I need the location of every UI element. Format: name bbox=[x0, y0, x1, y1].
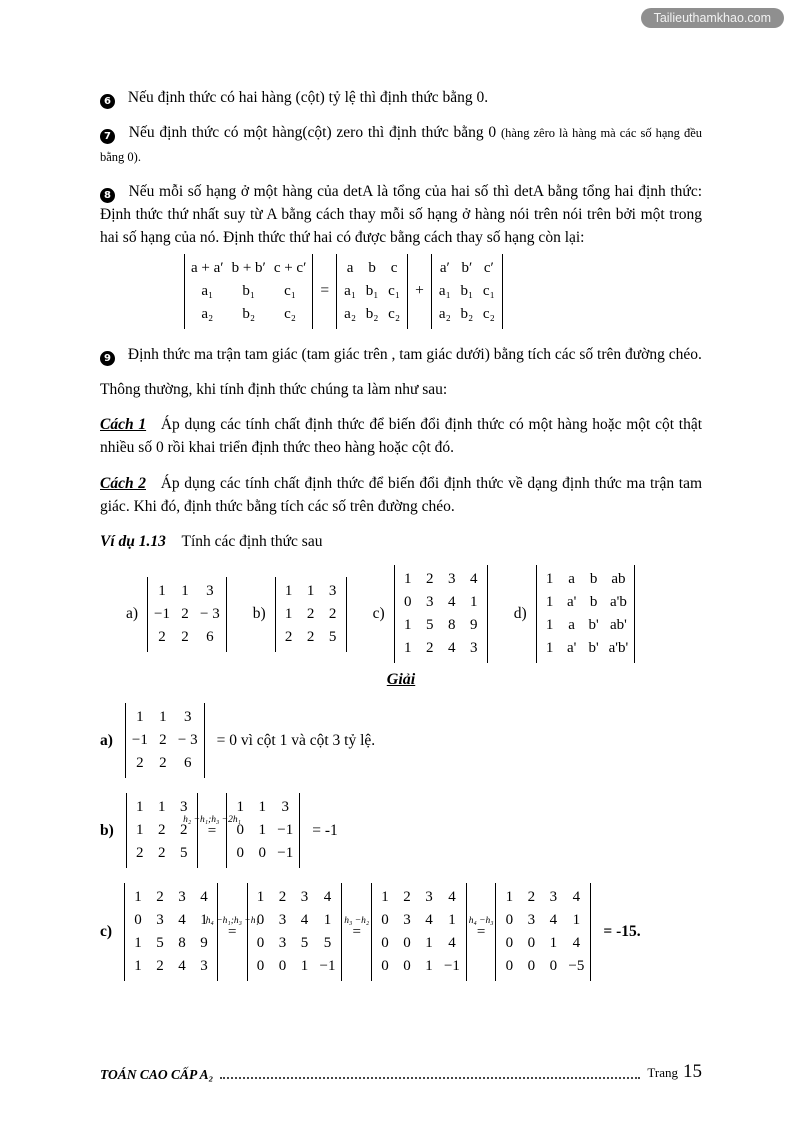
det-cell: b bbox=[368, 259, 376, 276]
det-cell: 2 bbox=[425, 640, 434, 657]
det-cell: 1 bbox=[545, 617, 554, 634]
determinant-sum-mid bbox=[336, 254, 408, 329]
example-matrices-row bbox=[126, 565, 702, 663]
det-cell: 2 bbox=[425, 571, 434, 588]
det-cell: 1 bbox=[256, 889, 265, 906]
det-cell: a' bbox=[566, 640, 577, 657]
det-cell: 3 bbox=[184, 709, 192, 726]
determinant-example-b bbox=[275, 577, 347, 652]
det-cell: 1 bbox=[381, 889, 389, 906]
determinant-example-d bbox=[536, 565, 636, 663]
row-transform-c3 bbox=[468, 916, 494, 941]
equals-sign: = bbox=[228, 924, 237, 941]
example-b-tag: b) bbox=[252, 605, 266, 623]
det-cell: 1 bbox=[448, 912, 456, 929]
method-2-label: Cách 2 bbox=[100, 474, 147, 492]
page-footer bbox=[100, 1061, 702, 1083]
det-cell: b₁ bbox=[460, 282, 474, 299]
det-cell: 3 bbox=[328, 582, 337, 599]
det-cell: − 3 bbox=[177, 732, 198, 749]
circled-9-icon: 9 bbox=[100, 351, 115, 366]
det-cell: ab' bbox=[609, 617, 627, 634]
det-cell: c′ bbox=[483, 259, 494, 276]
det-cell: 2 bbox=[158, 845, 166, 862]
example-label: Ví dụ 1.13 bbox=[100, 533, 166, 550]
det-cell: 4 bbox=[448, 935, 456, 952]
det-cell: 5 bbox=[180, 845, 188, 862]
det-cell: 1 bbox=[136, 799, 144, 816]
example-heading bbox=[100, 530, 702, 553]
det-cell: 6 bbox=[206, 628, 214, 645]
det-cell: 2 bbox=[306, 605, 315, 622]
determinant-solution-b1 bbox=[126, 793, 198, 868]
det-cell: 2 bbox=[156, 889, 164, 906]
determinant-grid bbox=[247, 883, 343, 981]
det-cell: 0 bbox=[134, 912, 142, 929]
det-cell: 0 bbox=[505, 912, 514, 929]
row-transform-c1-label: h₄ −h₁;h₃ −h₁ bbox=[205, 916, 259, 927]
det-cell: 5 bbox=[156, 935, 164, 952]
det-cell: 1 bbox=[136, 822, 144, 839]
det-cell: 2 bbox=[181, 605, 189, 622]
det-cell: 4 bbox=[425, 912, 433, 929]
det-cell: 5 bbox=[328, 628, 337, 645]
example-a-tag: a) bbox=[126, 605, 139, 623]
determinant-grid bbox=[371, 883, 467, 981]
determinant-solution-c3 bbox=[371, 883, 467, 981]
solution-c-tag: c) bbox=[100, 923, 113, 941]
determinant-grid bbox=[147, 577, 227, 652]
example-item-a bbox=[126, 577, 227, 652]
property-7-text: Nếu định thức có một hàng(cột) zero thì định thức bằng 0 bbox=[128, 124, 497, 142]
example-c-tag: c) bbox=[372, 605, 385, 623]
property-7 bbox=[100, 121, 702, 168]
determinant-grid bbox=[431, 254, 503, 329]
det-cell: 4 bbox=[300, 912, 309, 929]
det-cell: b₂ bbox=[460, 305, 474, 322]
det-cell: −1 bbox=[154, 605, 171, 622]
property-6-text: Nếu định thức có hai hàng (cột) tỷ lệ thì định thức bằng 0. bbox=[127, 89, 489, 106]
det-cell: a bbox=[568, 571, 575, 588]
det-cell: 1 bbox=[300, 958, 309, 975]
det-cell: 6 bbox=[184, 755, 192, 772]
det-cell: 4 bbox=[549, 912, 558, 929]
row-transform-c1 bbox=[205, 916, 259, 941]
det-cell: 1 bbox=[545, 640, 554, 657]
det-cell: 3 bbox=[469, 640, 478, 657]
det-cell: c₁ bbox=[284, 282, 297, 299]
det-cell: 1 bbox=[572, 912, 581, 929]
example-heading-text: Tính các định thức sau bbox=[181, 533, 323, 550]
det-cell: c bbox=[390, 259, 398, 276]
determinant-solution-c1 bbox=[124, 883, 218, 981]
det-cell: 2 bbox=[156, 958, 164, 975]
method-1-text: Áp dụng các tính chất định thức để biến đổi định thức có một hàng hoặc một cột thật nhiều số 0 rồi khai triển định thức theo hàng hoặc cột đó. bbox=[100, 416, 703, 457]
property-7-note: (hàng zêro là hàng mà các số hạng đều bằng 0). bbox=[100, 126, 703, 164]
det-cell: b₂ bbox=[242, 305, 256, 322]
example-item-c bbox=[373, 565, 488, 663]
intro-paragraph bbox=[100, 378, 702, 401]
example-item-d bbox=[514, 565, 636, 663]
determinant-grid bbox=[124, 883, 218, 981]
det-cell: 2 bbox=[136, 845, 144, 862]
det-cell: b' bbox=[588, 617, 599, 634]
property-6 bbox=[100, 86, 702, 109]
det-cell: c₂ bbox=[482, 305, 495, 322]
det-cell: 0 bbox=[278, 958, 287, 975]
det-cell: b + b′ bbox=[231, 259, 266, 276]
solution-c-row bbox=[100, 883, 702, 981]
det-cell: 5 bbox=[425, 617, 434, 634]
det-cell: 2 bbox=[181, 628, 189, 645]
det-cell: 0 bbox=[403, 935, 411, 952]
solution-a-result: = 0 vì cột 1 và cột 3 tỷ lệ. bbox=[216, 731, 376, 749]
det-cell: a′ bbox=[439, 259, 450, 276]
det-cell: 1 bbox=[323, 912, 332, 929]
det-cell: 0 bbox=[549, 958, 558, 975]
det-cell: 0 bbox=[236, 822, 245, 839]
sum-equation bbox=[184, 254, 702, 329]
det-cell: −1 bbox=[131, 732, 148, 749]
det-cell: 1 bbox=[306, 582, 315, 599]
det-cell: 1 bbox=[505, 889, 514, 906]
det-cell: 1 bbox=[469, 594, 478, 611]
det-cell: 3 bbox=[206, 582, 214, 599]
footer-course-title: TOÁN CAO CẤP A₂ bbox=[100, 1067, 214, 1082]
det-cell: a₂ bbox=[438, 305, 451, 322]
circled-8-icon: 8 bbox=[100, 188, 115, 203]
det-cell: 2 bbox=[284, 628, 293, 645]
det-cell: 0 bbox=[256, 958, 265, 975]
det-cell: c₂ bbox=[284, 305, 297, 322]
example-item-b bbox=[253, 577, 347, 652]
det-cell: b₁ bbox=[242, 282, 256, 299]
det-cell: c₁ bbox=[388, 282, 401, 299]
det-cell: 0 bbox=[505, 958, 514, 975]
det-cell: a₁ bbox=[438, 282, 451, 299]
det-cell: ab bbox=[611, 571, 626, 588]
det-cell: − 3 bbox=[200, 605, 220, 622]
det-cell: a₂ bbox=[344, 305, 357, 322]
det-cell: 9 bbox=[469, 617, 478, 634]
determinant-solution-a bbox=[125, 703, 205, 778]
det-cell: 8 bbox=[178, 935, 186, 952]
solution-b-result: = -1 bbox=[312, 821, 338, 839]
method-2 bbox=[100, 472, 702, 519]
method-1 bbox=[100, 413, 702, 460]
determinant-sum-right bbox=[431, 254, 503, 329]
det-cell: 0 bbox=[258, 845, 267, 862]
det-cell: 2 bbox=[158, 628, 166, 645]
footer-page-label: Trang bbox=[647, 1065, 678, 1080]
det-cell: 2 bbox=[159, 732, 167, 749]
det-cell: b′ bbox=[461, 259, 473, 276]
det-cell: 5 bbox=[323, 935, 332, 952]
det-cell: 0 bbox=[256, 912, 265, 929]
det-cell: 3 bbox=[425, 889, 433, 906]
det-cell: b₂ bbox=[365, 305, 379, 322]
det-cell: a'b bbox=[609, 594, 627, 611]
determinant-solution-c4 bbox=[495, 883, 591, 981]
det-cell: 2 bbox=[278, 889, 287, 906]
det-cell: 1 bbox=[158, 582, 166, 599]
det-cell: c₂ bbox=[388, 305, 401, 322]
determinant-grid bbox=[226, 793, 300, 868]
watermark-badge: Tailieuthamkhao.com bbox=[641, 8, 784, 28]
det-cell: 1 bbox=[403, 640, 412, 657]
det-cell: a' bbox=[566, 594, 577, 611]
determinant-example-c bbox=[394, 565, 488, 663]
property-8-text: Nếu mỗi số hạng ở một hàng của detA là tổng của hai số thì detA bằng tổng hai định thức: Định thức thứ nhất suy từ A bằng cách thay mỗi số hạng ở hàng nói trên nói trên bởi một trong hai số hạng của nó. Định thức thứ hai có được bằng cách thay số hạng còn lại: bbox=[100, 182, 703, 247]
solution-b-tag: b) bbox=[100, 821, 114, 839]
determinant-grid bbox=[394, 565, 488, 663]
det-cell: 1 bbox=[236, 799, 245, 816]
det-cell: a bbox=[568, 617, 575, 634]
det-cell: 1 bbox=[200, 912, 208, 929]
det-cell: 1 bbox=[403, 617, 412, 634]
det-cell: 2 bbox=[403, 889, 411, 906]
row-transform-c3-label: h₄ −h₃ bbox=[468, 916, 494, 927]
det-cell: 3 bbox=[300, 889, 309, 906]
det-cell: 1 bbox=[181, 582, 189, 599]
equals-sign: = bbox=[352, 924, 361, 941]
det-cell: 0 bbox=[403, 958, 411, 975]
det-cell: 9 bbox=[200, 935, 208, 952]
det-cell: 0 bbox=[527, 935, 536, 952]
det-cell: 1 bbox=[258, 799, 267, 816]
det-cell: b' bbox=[588, 640, 599, 657]
determinant-solution-c2 bbox=[247, 883, 343, 981]
property-8 bbox=[100, 180, 702, 250]
equals-sign: = bbox=[476, 924, 486, 941]
det-cell: 4 bbox=[572, 889, 581, 906]
det-cell: 4 bbox=[448, 889, 456, 906]
det-cell: 1 bbox=[158, 799, 166, 816]
det-cell: 1 bbox=[134, 889, 142, 906]
det-cell: a₁ bbox=[201, 282, 214, 299]
det-cell: 3 bbox=[527, 912, 536, 929]
determinant-grid bbox=[536, 565, 636, 663]
det-cell: 0 bbox=[505, 935, 514, 952]
solution-b-row bbox=[100, 793, 702, 868]
det-cell: a₂ bbox=[201, 305, 214, 322]
det-cell: 0 bbox=[381, 912, 389, 929]
footer-page-number: 15 bbox=[683, 1061, 702, 1082]
det-cell: 4 bbox=[469, 571, 478, 588]
method-2-text: Áp dụng các tính chất định thức để biến đổi định thức về dạng định thức ma trận tam giác. Khi đó, định thức bằng tích các số trên đường chéo. bbox=[100, 474, 703, 515]
det-cell: 1 bbox=[284, 605, 293, 622]
row-transform-b-label: h₂ −h₁;h₃ −2h₁ bbox=[183, 814, 241, 825]
solution-title: Giải bbox=[386, 671, 416, 689]
det-cell: 2 bbox=[136, 755, 144, 772]
det-cell: a₁ bbox=[344, 282, 357, 299]
det-cell: 4 bbox=[178, 912, 186, 929]
det-cell: 1 bbox=[545, 571, 554, 588]
det-cell: 5 bbox=[300, 935, 309, 952]
solution-a-row bbox=[100, 703, 702, 778]
det-cell: 1 bbox=[549, 935, 558, 952]
det-cell: 1 bbox=[425, 958, 433, 975]
det-cell: 3 bbox=[447, 571, 456, 588]
det-cell: 3 bbox=[180, 799, 188, 816]
determinant-grid bbox=[184, 254, 313, 329]
footer-dotted-leader bbox=[220, 1077, 640, 1079]
det-cell: a bbox=[346, 259, 354, 276]
det-cell: 3 bbox=[425, 594, 434, 611]
det-cell: 4 bbox=[447, 640, 456, 657]
det-cell: 0 bbox=[236, 845, 245, 862]
det-cell: 0 bbox=[381, 935, 389, 952]
det-cell: 1 bbox=[159, 709, 167, 726]
det-cell: −5 bbox=[568, 958, 585, 975]
det-cell: c₁ bbox=[482, 282, 495, 299]
det-cell: 1 bbox=[134, 935, 142, 952]
equals-sign: = bbox=[320, 282, 330, 299]
circled-7-icon: 7 bbox=[100, 129, 115, 144]
det-cell: c + c′ bbox=[273, 259, 307, 276]
equals-sign: = bbox=[207, 822, 217, 839]
property-9-text: Định thức ma trận tam giác (tam giác trên , tam giác dưới) bằng tích các số trên đường chéo. bbox=[127, 345, 702, 363]
det-cell: a + a′ bbox=[191, 259, 224, 276]
solution-c-result: = -15. bbox=[603, 923, 641, 941]
det-cell: 3 bbox=[281, 799, 289, 816]
row-transform-c2 bbox=[344, 916, 370, 941]
plus-sign: + bbox=[415, 282, 424, 299]
det-cell: 1 bbox=[545, 594, 554, 611]
det-cell: 2 bbox=[158, 822, 166, 839]
det-cell: b bbox=[589, 594, 598, 611]
circled-6-icon: 6 bbox=[100, 94, 115, 109]
det-cell: 4 bbox=[323, 889, 332, 906]
determinant-grid bbox=[336, 254, 408, 329]
det-cell: −1 bbox=[319, 958, 336, 975]
determinant-grid bbox=[275, 577, 347, 652]
det-cell: 3 bbox=[549, 889, 558, 906]
det-cell: 3 bbox=[278, 912, 287, 929]
det-cell: 0 bbox=[527, 958, 536, 975]
det-cell: 1 bbox=[425, 935, 433, 952]
det-cell: 2 bbox=[159, 755, 167, 772]
det-cell: 0 bbox=[381, 958, 389, 975]
det-cell: 1 bbox=[284, 582, 293, 599]
det-cell: 2 bbox=[527, 889, 536, 906]
example-d-tag: d) bbox=[513, 605, 527, 623]
det-cell: 1 bbox=[403, 571, 412, 588]
det-cell: 0 bbox=[403, 594, 412, 611]
det-cell: 3 bbox=[200, 958, 208, 975]
det-cell: 2 bbox=[180, 822, 188, 839]
row-transform-c2-label: h₃ −h₂ bbox=[344, 916, 370, 927]
det-cell: 2 bbox=[328, 605, 337, 622]
det-cell: a'b' bbox=[608, 640, 629, 657]
det-cell: −1 bbox=[277, 822, 294, 839]
det-cell: 1 bbox=[136, 709, 144, 726]
det-cell: 4 bbox=[572, 935, 581, 952]
det-cell: 3 bbox=[178, 889, 186, 906]
footer-page-indicator bbox=[647, 1061, 702, 1083]
det-cell: 2 bbox=[306, 628, 315, 645]
determinant-example-a bbox=[147, 577, 227, 652]
determinant-sum-left bbox=[184, 254, 313, 329]
intro-text: Thông thường, khi tính định thức chúng ta làm như sau: bbox=[100, 380, 448, 398]
det-cell: 1 bbox=[258, 822, 267, 839]
determinant-grid bbox=[126, 793, 198, 868]
det-cell: 3 bbox=[278, 935, 287, 952]
det-cell: 3 bbox=[403, 912, 411, 929]
determinant-grid bbox=[495, 883, 591, 981]
det-cell: 4 bbox=[447, 594, 456, 611]
determinant-solution-b2 bbox=[226, 793, 300, 868]
property-9 bbox=[100, 343, 702, 366]
det-cell: b₁ bbox=[365, 282, 379, 299]
row-transform-b bbox=[183, 814, 241, 840]
det-cell: b bbox=[589, 571, 598, 588]
det-cell: 1 bbox=[134, 958, 142, 975]
det-cell: 3 bbox=[156, 912, 164, 929]
det-cell: −1 bbox=[443, 958, 460, 975]
det-cell: −1 bbox=[277, 845, 294, 862]
det-cell: 8 bbox=[447, 617, 456, 634]
det-cell: 4 bbox=[200, 889, 208, 906]
det-cell: 4 bbox=[178, 958, 186, 975]
method-1-label: Cách 1 bbox=[100, 416, 147, 433]
det-cell: 0 bbox=[256, 935, 265, 952]
determinant-grid bbox=[125, 703, 205, 778]
solution-a-tag: a) bbox=[100, 731, 113, 749]
